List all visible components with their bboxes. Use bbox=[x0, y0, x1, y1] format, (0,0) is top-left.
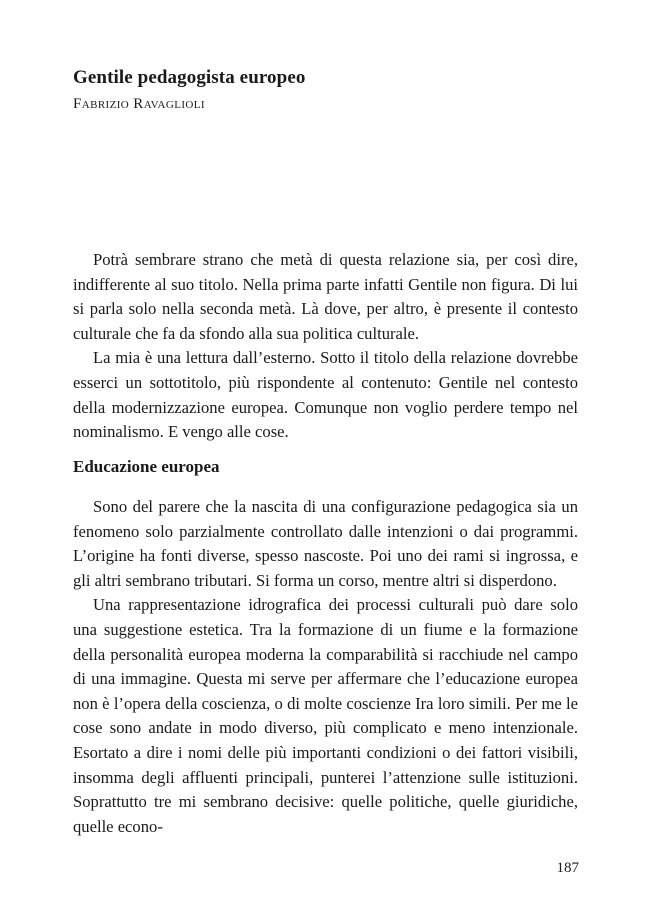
article-author: Fabrizio Ravaglioli bbox=[73, 96, 205, 112]
article-title: Gentile pedagogista europeo bbox=[73, 67, 306, 88]
body-paragraph: Sono del parere che la nascita di una configurazione pedagogica sia un fenomeno solo parzialmente controllato dalle intenzioni o dai programmi. L’origine ha fonti diverse, spesso nascoste. Poi uno dei rami si ingrossa, e gli altri sembrano tributari. Si forma un corso, mentre altri si disperdono. bbox=[73, 497, 578, 590]
body-paragraph: La mia è una lettura dall’esterno. Sotto il titolo della relazione dovrebbe esserci un sottotitolo, più rispondente al contenuto: Gentile nel contesto della modernizzazione europea. Comunque non voglio perdere tempo nel nominalismo. E vengo alle cose. bbox=[73, 348, 578, 442]
body-paragraph: Una rappresentazione idrografica dei processi culturali può dare solo una suggestione estetica. Tra la formazione di un fiume e la formazione della personalità europea moderna la comparabilità si racchiude nel campo di una immagine. Questa mi serve per affermare che l’educazione europea non è l’opera della coscienza, o di molte coscienze Ira loro simili. Per me le cose sono andate in modo diverso, più complicato e meno intenzionale. Esortato a dire i nomi delle più importanti condizioni o dei fattori visibili, insomma degli affluenti principali, punterei l’attenzione sulle istituzioni. Soprattutto tre mi sembrano decisive: quelle politiche, quelle giuridiche, quelle econo- bbox=[73, 595, 578, 836]
section-body bbox=[73, 495, 578, 839]
page-number: 187 bbox=[556, 860, 579, 876]
intro-body bbox=[73, 248, 578, 445]
section-heading: Educazione europea bbox=[73, 457, 220, 476]
body-paragraph: Potrà sembrare strano che metà di questa relazione sia, per così dire, indifferente al suo titolo. Nella prima parte infatti Gentile non figura. Di lui si parla solo nella seconda metà. Là dove, per altro, è presente il contesto culturale che fa da sfondo alla sua politica culturale. bbox=[73, 250, 578, 343]
